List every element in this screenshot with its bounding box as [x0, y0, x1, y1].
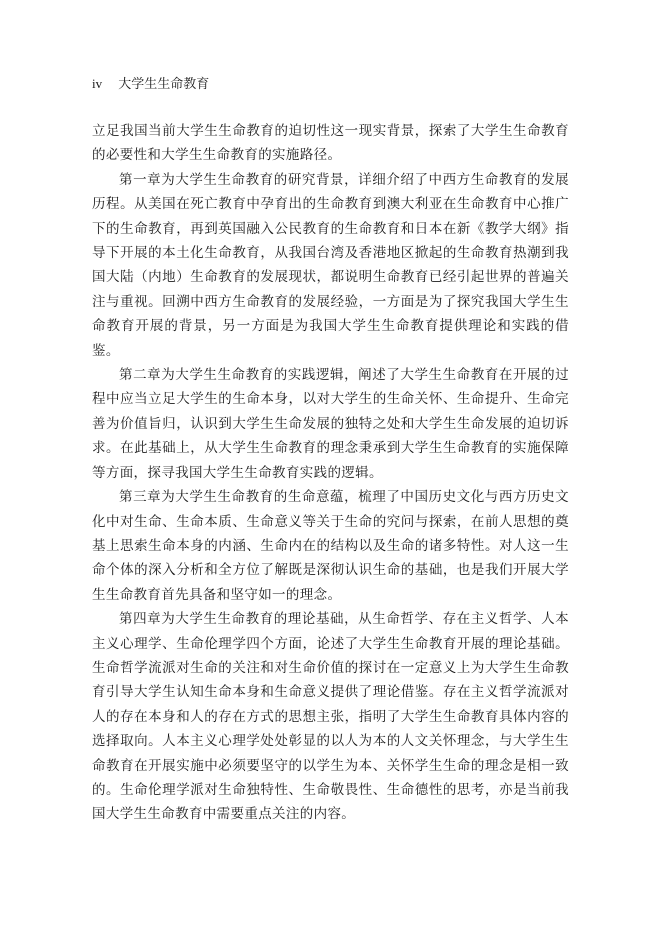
body-text	[92, 119, 569, 827]
paragraph-chapter-3: 第三章为大学生生命教育的生命意蕴，梳理了中国历史文化与西方历史文化中对生命、生命本质、生命意义等关于生命的究问与探索，在前人思想的奠基上思索生命本身的内涵、生命内在的结构以及生命的诸多特性。对人这一生命个体的深入分析和全方位了解既是深彻认识生命的基础，也是我们开展大学生生命教育首先具备和坚守如一的理念。	[92, 489, 569, 603]
book-title: 大学生生命教育	[118, 77, 210, 92]
page-number: iv	[92, 76, 103, 91]
paragraph-chapter-1: 第一章为大学生生命教育的研究背景，详细介绍了中西方生命教育的发展历程。从美国在死亡教育中孕育出的生命教育到澳大利亚在生命教育中心推广下的生命教育，再到英国融入公民教育的生命教育和日本在新《教学大纲》指导下开展的本土化生命教育，从我国台湾及香港地区掀起的生命教育热潮到我国大陆（内地）生命教育的发展现状，都说明生命教育已经引起世界的普遍关注与重视。回溯中西方生命教育的发展经验，一方面是为了探究我国大学生生命教育开展的背景，另一方面是为我国大学生生命教育提供理论和实践的借鉴。	[92, 171, 569, 359]
paragraph-chapter-2: 第二章为大学生生命教育的实践逻辑，阐述了大学生生命教育在开展的过程中应当立足大学生的生命本身，以对大学生的生命关怀、生命提升、生命完善为价值旨归，认识到大学生生命发展的独特之处和大学生生命发展的迫切诉求。在此基础上，从大学生生命教育的理念秉承到大学生生命教育的实施保障等方面，探寻我国大学生生命教育实践的逻辑。	[92, 367, 569, 481]
paragraph-continuation: 立足我国当前大学生生命教育的迫切性这一现实背景，探索了大学生生命教育的必要性和大学生生命教育的实施路径。	[92, 123, 569, 164]
paragraph-chapter-4: 第四章为大学生生命教育的理论基础，从生命哲学、存在主义哲学、人本主义心理学、生命伦理学四个方面，论述了大学生生命教育开展的理论基础。生命哲学流派对生命的关注和对生命价值的探讨在一定意义上为大学生生命教育引导大学生认知生命本身和生命意义提供了理论借鉴。存在主义哲学流派对人的存在本身和人的存在方式的思想主张，指明了大学生生命教育具体内容的选择取向。人本主义心理学处处彰显的以人为本的人文关怀理念，与大学生生命教育在开展实施中必须要坚守的以学生为本、关怀学生生命的理念是相一致的。生命伦理学派对生命独特性、生命敬畏性、生命德性的思考，亦是当前我国大学生生命教育中需要重点关注的内容。	[92, 611, 569, 823]
running-header	[92, 76, 209, 93]
